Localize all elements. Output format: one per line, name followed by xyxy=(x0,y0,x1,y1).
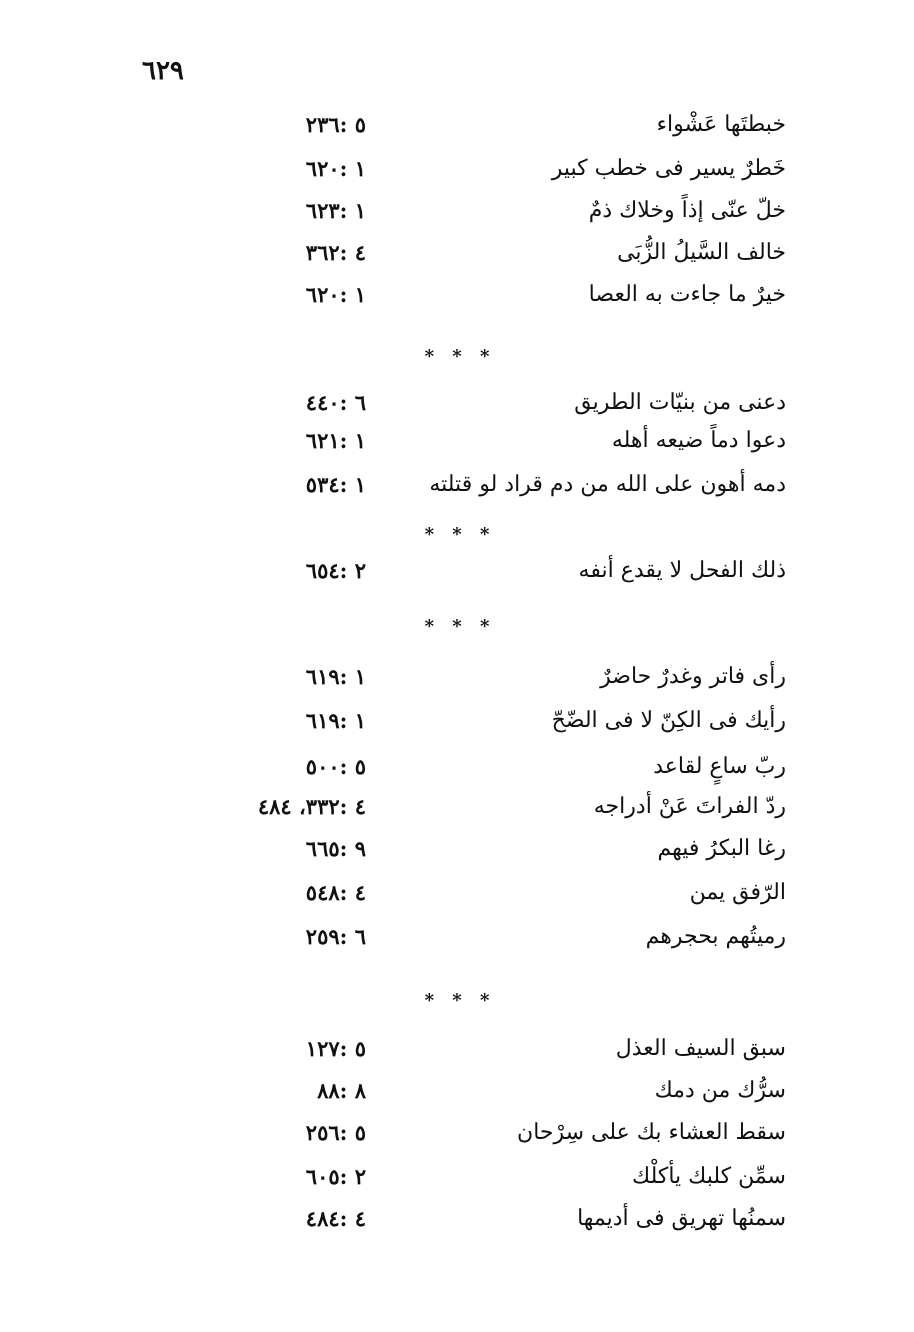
proverb-text: رميتُهم بحجرهم xyxy=(645,924,786,949)
reference-number: ١ :٦٢٠ xyxy=(305,156,366,181)
list-item xyxy=(0,836,914,876)
proverb-text: رغا البكرُ فيهم xyxy=(657,836,786,861)
list-item xyxy=(0,880,914,920)
reference-number: ١ :٦٢٠ xyxy=(305,282,366,307)
list-item xyxy=(0,708,914,748)
reference-number: ١ :٦١٩ xyxy=(305,708,366,733)
list-item xyxy=(0,664,914,704)
proverb-text: سبق السيف العذل xyxy=(615,1036,786,1061)
section-divider: * * * xyxy=(424,524,496,545)
reference-number: ٩ :٦٦٥ xyxy=(305,836,366,861)
reference-number: ٦ :٤٤٠ xyxy=(305,390,366,415)
reference-number: ١ :٦١٩ xyxy=(305,664,366,689)
list-item xyxy=(0,1206,914,1246)
reference-number: ٤ :٤٨٤ xyxy=(305,1206,366,1231)
list-item xyxy=(0,1120,914,1160)
reference-number: ٤ :٥٤٨ xyxy=(305,880,366,905)
proverb-text: سقط العشاء بك على سِرْحان xyxy=(517,1120,786,1145)
section-divider: * * * xyxy=(424,990,496,1011)
proverb-text: الرّفق يمن xyxy=(689,880,786,905)
list-item xyxy=(0,754,914,794)
list-item xyxy=(0,428,914,468)
section-divider: * * * xyxy=(424,616,496,637)
proverb-text: سمنُها تهريق فى أديمها xyxy=(577,1206,786,1231)
proverb-text: ذلك الفحل لا يقدع أنفه xyxy=(578,558,786,583)
list-item xyxy=(0,156,914,196)
proverb-text: سمِّن كلبك يأكلْك xyxy=(632,1164,786,1189)
list-item xyxy=(0,240,914,280)
reference-number: ٢ :٦٥٤ xyxy=(305,558,366,583)
proverb-text: خالف السَّيلُ الزُّبَى xyxy=(617,240,786,265)
list-item xyxy=(0,1078,914,1118)
proverb-text: دمه أهون على الله من دم قراد لو قتلته xyxy=(429,472,786,497)
list-item xyxy=(0,198,914,238)
reference-number: ٥ :١٢٧ xyxy=(305,1036,366,1061)
proverb-text: خَطرٌ يسير فى خطب كبير xyxy=(551,156,786,181)
reference-number: ٨ :٨٨ xyxy=(317,1078,366,1103)
list-item xyxy=(0,390,914,430)
list-item xyxy=(0,924,914,964)
proverb-text: خيرٌ ما جاءت به العصا xyxy=(588,282,786,307)
reference-number: ٦ :٢٥٩ xyxy=(305,924,366,949)
proverb-text: ربّ ساعٍ لقاعد xyxy=(653,754,786,779)
list-item xyxy=(0,472,914,512)
proverb-text: رأى فاتر وغدرٌ حاضرٌ xyxy=(600,664,786,689)
list-item xyxy=(0,794,914,834)
section-divider: * * * xyxy=(424,346,496,367)
reference-number: ٥ :٥٠٠ xyxy=(305,754,366,779)
proverb-text: سرُّك من دمك xyxy=(654,1078,786,1103)
reference-number: ٢ :٦٠٥ xyxy=(305,1164,366,1189)
proverb-text: ردّ الفراتَ عَنْ أدراجه xyxy=(593,794,786,819)
proverb-text: دعوا دماً ضيعه أهله xyxy=(611,428,786,453)
reference-number: ١ :٥٣٤ xyxy=(305,472,366,497)
proverb-text: رأيك فى الكِنّ لا فى الضّحّ xyxy=(551,708,786,733)
reference-number: ٥ :٢٥٦ xyxy=(305,1120,366,1145)
proverb-text: خبطتَها عَشْواء xyxy=(656,112,786,137)
list-item xyxy=(0,1036,914,1076)
reference-number: ٤ :٣٣٢، ٤٨٤ xyxy=(257,794,366,819)
reference-number: ٥ :٢٣٦ xyxy=(305,112,366,137)
list-item xyxy=(0,558,914,598)
reference-number: ١ :٦٢٣ xyxy=(305,198,366,223)
list-item xyxy=(0,1164,914,1204)
proverb-text: دعنى من بنيّات الطريق xyxy=(574,390,786,415)
list-item xyxy=(0,282,914,322)
reference-number: ٤ :٣٦٢ xyxy=(305,240,366,265)
page-number: ٦٢٩ xyxy=(142,56,184,86)
list-item xyxy=(0,112,914,152)
reference-number: ١ :٦٢١ xyxy=(305,428,366,453)
proverb-text: خلّ عنّى إذاً وخلاك ذمٌ xyxy=(588,198,786,223)
